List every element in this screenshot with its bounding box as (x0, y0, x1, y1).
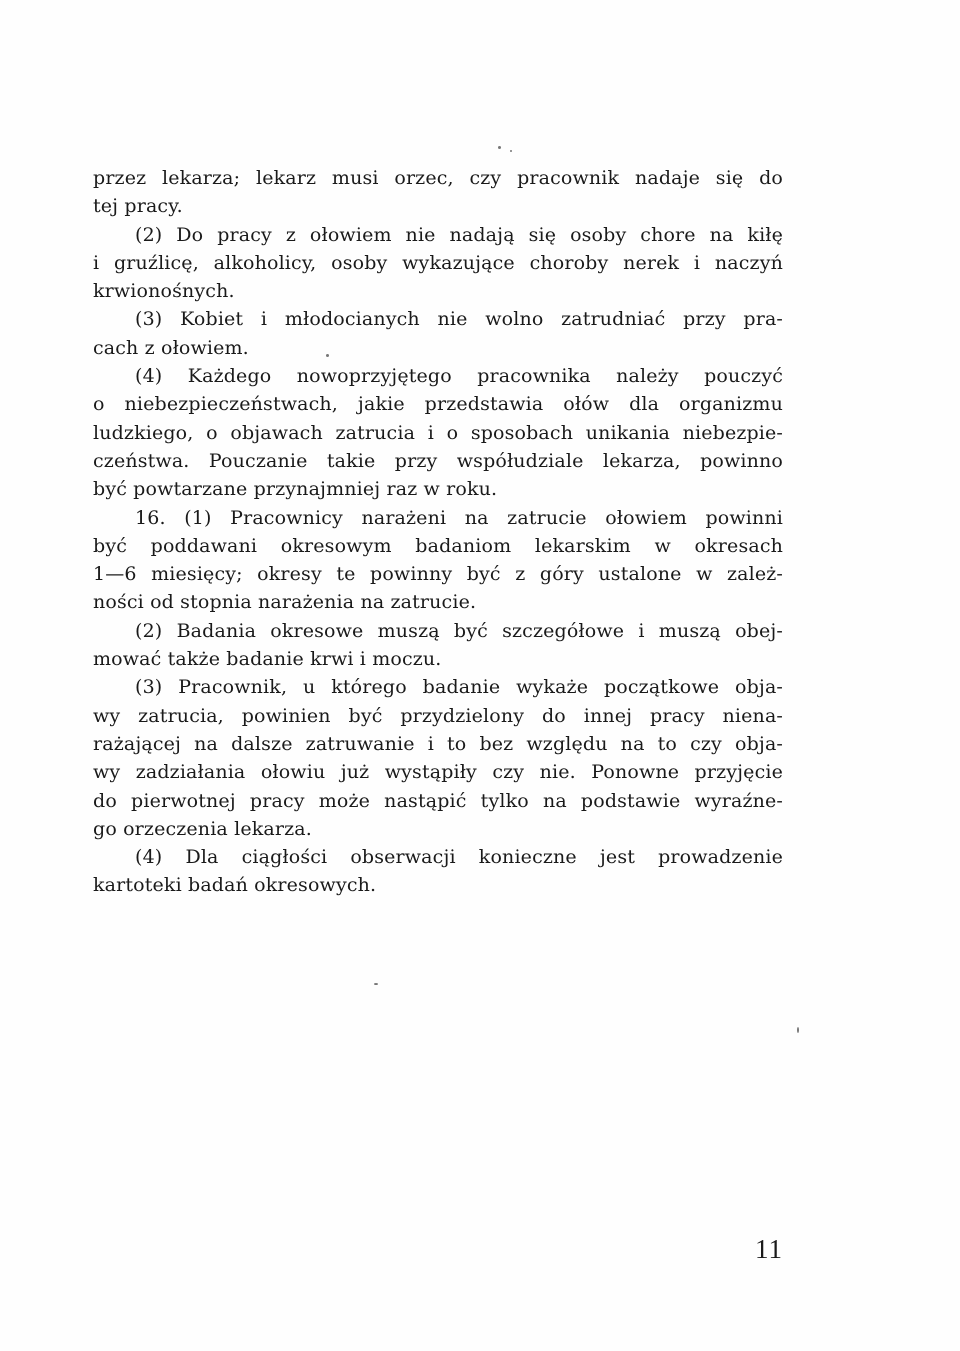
scan-speck (498, 146, 501, 149)
text-line: o niebezpieczeństwach, jakie przedstawia ołów dla organizmu (93, 393, 783, 416)
text-line: 16. (1) Pracownicy narażeni na zatrucie ołowiem powinni (135, 506, 783, 529)
text-line: (4) Każdego nowoprzyjętego pracownika należy pouczyć (135, 365, 783, 388)
text-line: krwionośnych. (93, 280, 235, 303)
text-line: cach z ołowiem. (93, 336, 249, 359)
text-line: czeństwa. Pouczanie takie przy współudziale lekarza, powinno (93, 449, 783, 472)
text-line: (4) Dla ciągłości obserwacji konieczne jest prowadzenie (135, 846, 783, 869)
text-line: (3) Kobiet i młodocianych nie wolno zatrudniać przy pra- (135, 308, 783, 331)
scan-speck (374, 983, 378, 985)
text-line: wy zadziałania ołowiu już wystąpiły czy nie. Ponowne przyjęcie (93, 761, 783, 784)
text-line: do pierwotnej pracy może nastąpić tylko na podstawie wyraźne- (93, 789, 783, 812)
page-number: 11 (755, 1234, 783, 1264)
scan-speck (510, 150, 512, 152)
scan-speck (326, 354, 329, 357)
text-line: (2) Do pracy z ołowiem nie nadają się osoby chore na kiłę (135, 223, 783, 246)
text-line: go orzeczenia lekarza. (93, 817, 312, 840)
text-line: być powtarzane przynajmniej raz w roku. (93, 478, 498, 501)
text-line: mować także badanie krwi i moczu. (93, 648, 442, 671)
text-line: ności od stopnia narażenia na zatrucie. (93, 591, 477, 614)
text-line: rażającej na dalsze zatruwanie i to bez względu na to czy obja- (93, 732, 783, 755)
text-line: wy zatrucia, powinien być przydzielony do innej pracy niena- (93, 704, 783, 727)
text-line: ludzkiego, o objawach zatrucia i o sposobach unikania niebezpie- (93, 421, 783, 444)
body-text (93, 164, 783, 900)
text-line: (2) Badania okresowe muszą być szczegółowe i muszą obej- (135, 619, 783, 642)
scan-speck (797, 1027, 799, 1033)
text-line: kartoteki badań okresowych. (93, 874, 377, 897)
text-line: tej pracy. (93, 195, 183, 218)
text-line: i gruźlicę, alkoholicy, osoby wykazujące choroby nerek i naczyń (93, 251, 783, 274)
text-line: (3) Pracownik, u którego badanie wykaże początkowe obja- (135, 676, 783, 699)
text-line: przez lekarza; lekarz musi orzec, czy pracownik nadaje się do (93, 167, 783, 189)
text-line: 1—6 miesięcy; okresy te powinny być z góry ustalone w zależ- (93, 563, 783, 586)
text-line: być poddawani okresowym badaniom lekarskim w okresach (93, 534, 783, 557)
